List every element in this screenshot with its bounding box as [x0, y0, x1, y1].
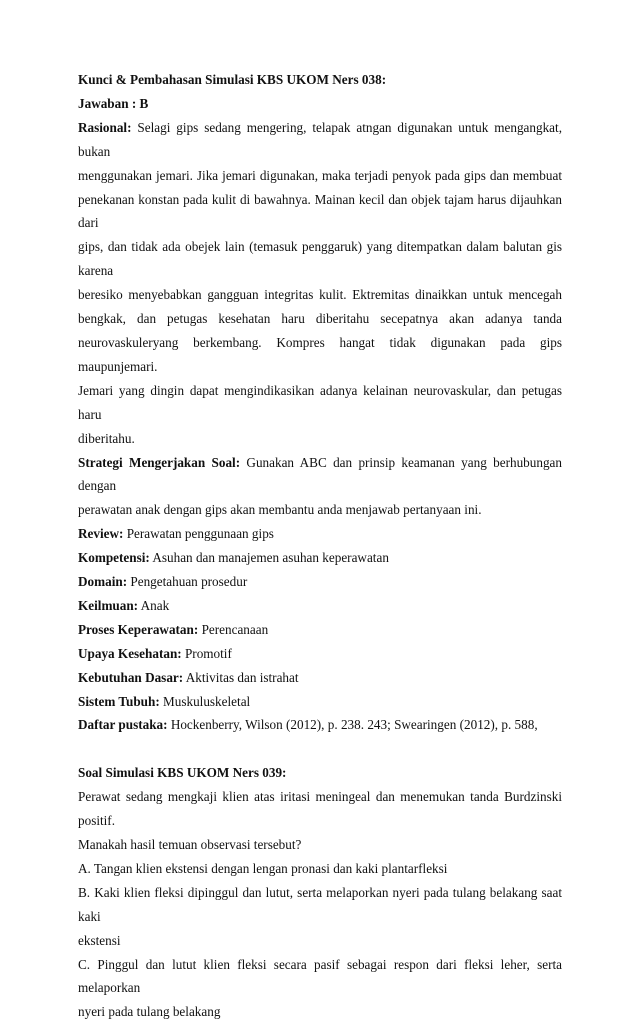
field-keilmuan: Keilmuan: Anak — [78, 597, 170, 613]
rational-line-1: Rasional: Selagi gips sedang mengering, telapak atngan digunakan untuk mengangkat, bukan — [78, 119, 562, 159]
field-proses-keperawatan: Proses Keperawatan: Perencanaan — [78, 621, 269, 637]
field-upaya-kesehatan: Upaya Kesehatan: Promotif — [78, 645, 232, 661]
rational-line-9: diberitahu. — [78, 430, 135, 446]
rational-line-8: Jemari yang dingin dapat mengindikasikan adanya kelainan neurovaskular, dan petugas haru — [78, 382, 562, 422]
rational-line-3: penekanan konstan pada kulit di bawahnya. Mainan kecil dan objek tajam harus dijauhkan dari — [78, 191, 562, 231]
section-spacer — [78, 737, 562, 761]
field-kebutuhan-dasar: Kebutuhan Dasar: Aktivitas dan istrahat — [78, 669, 299, 685]
question-section-title: Soal Simulasi KBS UKOM Ners 039: — [78, 765, 287, 781]
strategy-label: Strategi Mengerjakan Soal: — [78, 454, 241, 470]
field-kompetensi: Kompetensi: Asuhan dan manajemen asuhan keperawatan — [78, 550, 389, 566]
field-daftar-pustaka: Daftar pustaka: Hockenberry, Wilson (2012), p. 238. 243; Swearingen (2012), p. 588, — [78, 717, 538, 733]
rational-line-2: menggunakan jemari. Jika jemari digunakan, maka terjadi penyok pada gips dan membuat — [78, 167, 562, 183]
option-c-line-1: C. Pinggul dan lutut klien fleksi secara pasif sebagai respon dari fleksi leher, serta melaporkan — [78, 956, 562, 996]
option-b-line-1: B. Kaki klien fleksi dipinggul dan lutut, serta melaporkan nyeri pada tulang belakang saat kaki — [78, 884, 562, 924]
field-sistem-tubuh: Sistem Tubuh: Muskuluskeletal — [78, 693, 251, 709]
option-c-line-2: nyeri pada tulang belakang — [78, 1004, 221, 1020]
answer-label: Jawaban : B — [78, 95, 149, 111]
question-stem-line-1: Perawat sedang mengkaji klien atas iritasi meningeal dan menemukan tanda Burdzinski positif. — [78, 789, 562, 829]
rational-line-6: bengkak, dan petugas kesehatan haru diberitahu secepatnya akan adanya tanda — [78, 311, 562, 327]
strategy-line-1: Strategi Mengerjakan Soal: Gunakan ABC dan prinsip keamanan yang berhubungan dengan — [78, 454, 562, 494]
rational-line-4: gips, dan tidak ada obejek lain (temasuk penggaruk) yang ditempatkan dalam balutan gis karena — [78, 239, 562, 279]
question-stem-line-2: Manakah hasil temuan observasi tersebut? — [78, 836, 302, 852]
strategy-line-2: perawatan anak dengan gips akan membantu anda menjawab pertanyaan ini. — [78, 502, 482, 518]
field-domain: Domain: Pengetahuan prosedur — [78, 574, 248, 590]
rational-label: Rasional: — [78, 119, 132, 135]
document-page — [78, 68, 562, 1024]
answer-section-title: Kunci & Pembahasan Simulasi KBS UKOM Ners 038: — [78, 72, 387, 87]
rational-line-7: neurovaskuleryang berkembang. Kompres hangat tidak digunakan pada gips maupunjemari. — [78, 334, 562, 374]
option-b-line-2: ekstensi — [78, 932, 121, 948]
field-review: Review: Perawatan penggunaan gips — [78, 526, 274, 542]
rational-line-5: beresiko menyebabkan gangguan integritas kulit. Ektremitas dinaikkan untuk mencegah — [78, 287, 562, 303]
option-a: A. Tangan klien ekstensi dengan lengan pronasi dan kaki plantarfleksi — [78, 860, 448, 876]
